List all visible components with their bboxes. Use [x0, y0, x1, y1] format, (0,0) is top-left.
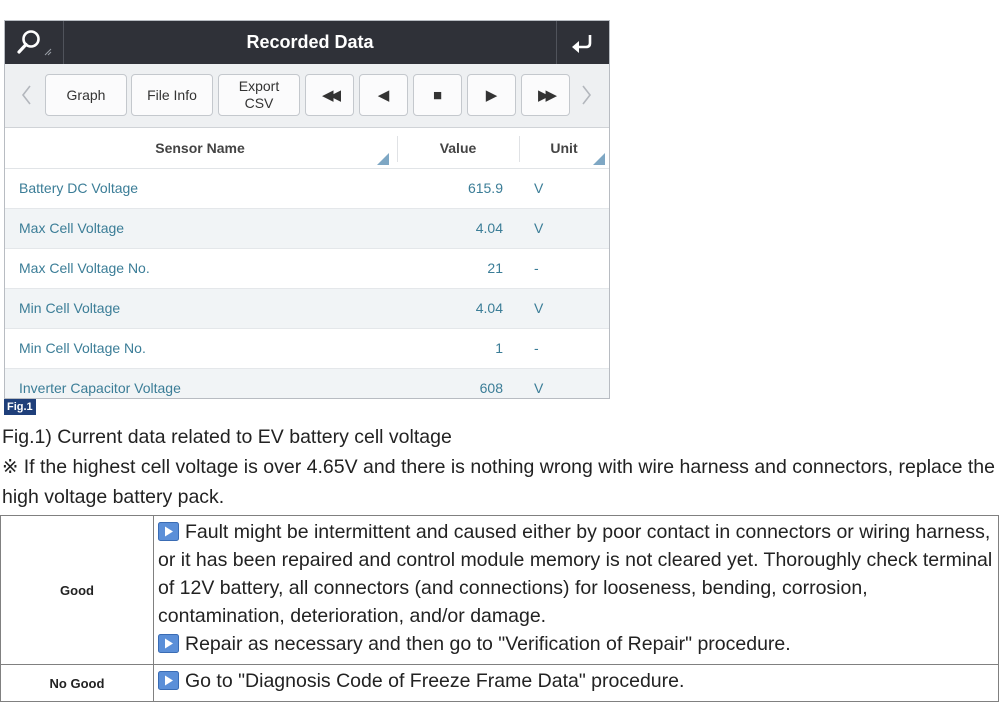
export-csv-label-line2: CSV — [244, 95, 274, 111]
sensor-value: 4.04 — [475, 220, 503, 236]
search-icon — [5, 21, 63, 64]
table-row[interactable] — [5, 209, 609, 249]
result-line — [158, 518, 995, 630]
back-arrow-icon — [557, 21, 609, 64]
table-row[interactable] — [5, 329, 609, 369]
file-info-button[interactable]: File Info — [131, 74, 213, 116]
result-row-good — [1, 516, 999, 665]
result-label: Good — [1, 516, 154, 665]
result-line — [158, 630, 995, 658]
stop-button[interactable] — [413, 74, 462, 116]
table-row[interactable] — [5, 289, 609, 329]
sensor-data-list — [5, 169, 609, 399]
play-box-icon — [158, 522, 179, 541]
result-body — [154, 665, 999, 702]
figure-caption: Fig.1) Current data related to EV battery cell voltage — [2, 426, 452, 448]
sensor-name: Inverter Capacitor Voltage — [19, 380, 181, 396]
table-row[interactable] — [5, 169, 609, 209]
sensor-unit: - — [534, 340, 539, 356]
recorded-data-screen — [4, 20, 610, 399]
result-label: No Good — [1, 665, 154, 702]
result-text: Go to "Diagnosis Code of Freeze Frame Data" procedure. — [185, 670, 685, 692]
replacement-note: ※ If the highest cell voltage is over 4.65V and there is nothing wrong with wire harness and connectors, replace the high voltage battery pack. — [2, 456, 995, 508]
table-header — [5, 128, 609, 169]
column-sensor-name[interactable]: Sensor Name — [155, 140, 245, 156]
toolbar — [5, 64, 609, 128]
sensor-unit: V — [534, 300, 544, 316]
sensor-value: 21 — [487, 260, 503, 276]
fast-forward-icon: ▶▶ — [537, 86, 554, 104]
fast-forward-button[interactable] — [521, 74, 570, 116]
table-row[interactable] — [5, 369, 609, 399]
scroll-right-icon[interactable] — [576, 82, 596, 108]
sensor-name: Max Cell Voltage — [19, 220, 125, 236]
sort-indicator-icon — [377, 153, 389, 165]
column-value[interactable]: Value — [439, 140, 477, 156]
sensor-name: Min Cell Voltage No. — [19, 340, 146, 356]
search-button[interactable] — [5, 21, 64, 64]
sensor-unit: V — [534, 380, 544, 396]
sensor-value: 615.9 — [467, 180, 503, 196]
result-table — [0, 515, 999, 702]
sort-indicator-icon — [593, 153, 605, 165]
sensor-name: Battery DC Voltage — [19, 180, 139, 196]
figure-label: Fig.1 — [4, 399, 36, 415]
play-box-icon — [158, 671, 179, 690]
sensor-unit: V — [534, 220, 544, 236]
sensor-value: 608 — [479, 380, 503, 396]
column-unit[interactable]: Unit — [550, 140, 578, 156]
back-button[interactable] — [556, 21, 609, 64]
sensor-name: Min Cell Voltage — [19, 300, 121, 316]
result-text: Repair as necessary and then go to "Verification of Repair" procedure. — [185, 633, 791, 655]
sensor-value: 4.04 — [475, 300, 503, 316]
export-csv-label-line1: Export — [238, 78, 280, 94]
scroll-left-icon[interactable] — [17, 82, 37, 108]
title-bar — [5, 21, 609, 64]
result-line — [158, 667, 995, 695]
play-button[interactable] — [467, 74, 516, 116]
table-row[interactable] — [5, 249, 609, 289]
graph-button[interactable]: Graph — [45, 74, 127, 116]
result-text: Fault might be intermittent and caused either by poor contact in connectors or wiring harness, or it has been repaired and control module memory is not cleared yet. Thoroughly check terminal of 12V battery, all connectors (and connections) for looseness, bending, corrosion, contamination, deterioration, and/or damage. — [158, 521, 993, 627]
sensor-value: 1 — [495, 340, 503, 356]
step-back-icon: ◀ — [377, 86, 390, 104]
sensor-name: Max Cell Voltage No. — [19, 260, 150, 276]
play-box-icon — [158, 634, 179, 653]
sensor-unit: - — [534, 260, 539, 276]
rewind-icon: ◀◀ — [321, 86, 338, 104]
step-back-button[interactable] — [359, 74, 408, 116]
rewind-button[interactable] — [305, 74, 354, 116]
result-row-no-good — [1, 665, 999, 702]
export-csv-button[interactable] — [218, 74, 300, 116]
sensor-unit: V — [534, 180, 544, 196]
play-icon: ▶ — [485, 86, 498, 104]
screen-title: Recorded Data — [246, 32, 374, 52]
result-body — [154, 516, 999, 665]
stop-icon: ■ — [432, 86, 443, 104]
